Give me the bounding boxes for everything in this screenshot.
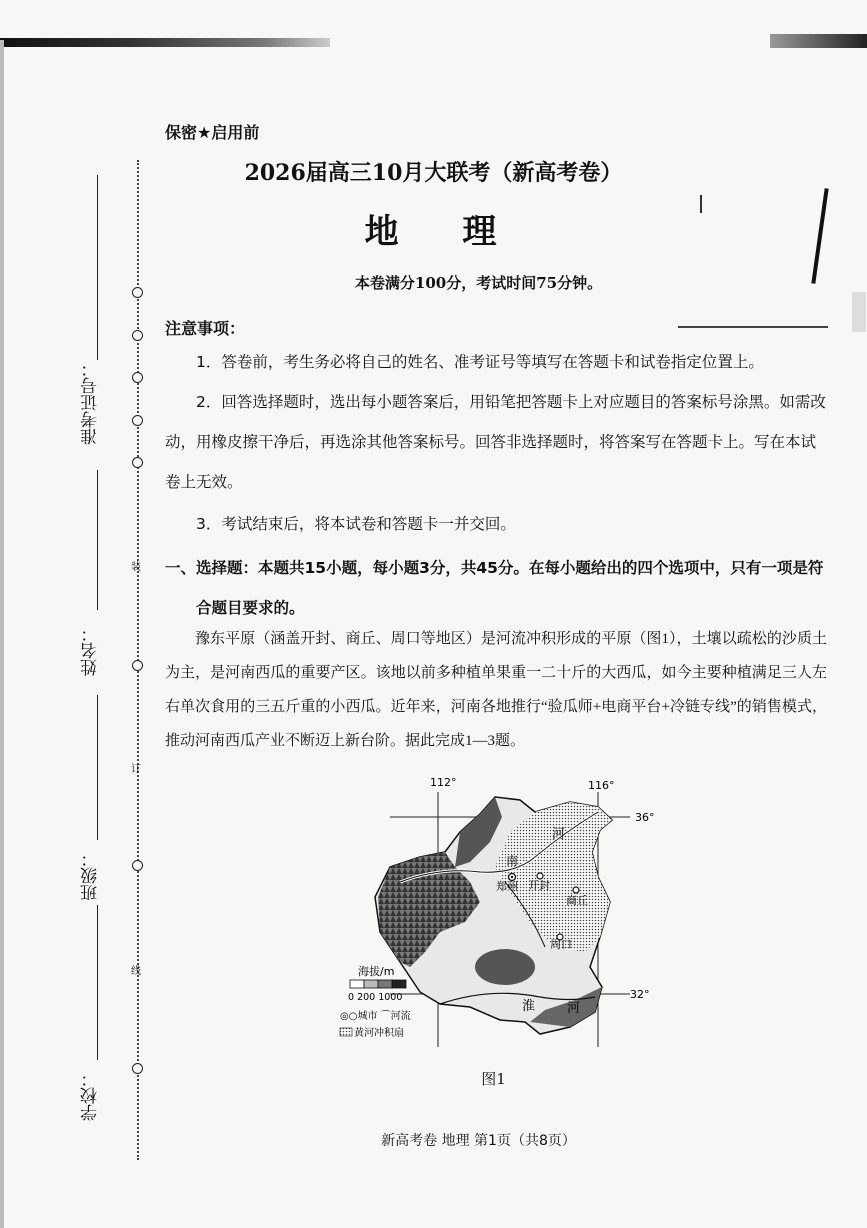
lon-112-label: 112° [430,776,457,789]
map-label-huai: 淮 [522,999,536,1014]
scan-edge-shadow-right [770,34,867,48]
legend-elevation-ticks: 0 200 1000 [348,992,403,1003]
legend-swatch-mid [364,980,378,988]
map-label-zhengzhou: 郑州 [496,880,518,893]
map-legend [340,964,411,1039]
notice-heading: 注意事项： [165,319,246,338]
map-label-nan: 南 [506,854,519,868]
binding-hole [132,457,143,468]
zhengzhou-city-dot [511,876,513,878]
figure-caption: 图1 [481,1070,506,1088]
binding-char-xian: 线 [131,966,141,977]
map-label-he: 河 [552,827,566,842]
southern-hills [475,949,535,985]
notice-item: 2．回答选择题时，选出每小题答案后，用铅笔把答题卡上对应题目的答案标号涂黑。如需改动，用橡皮擦干净后，再选涂其他答案标号。回答非选择题时，将答案写在答题卡上。写在本试卷上无效。 [165,393,826,491]
binding-hole [132,660,143,671]
scan-mark [678,326,828,328]
school-field[interactable] [97,905,98,1060]
legend-swatch-high [378,980,392,988]
legend-fan-swatch [340,1028,352,1036]
map-label-river: 河 [567,1001,581,1016]
section-heading [165,548,830,628]
name-field[interactable] [97,470,98,610]
scan-edge-shadow-left [0,38,330,47]
class-field[interactable] [97,695,98,840]
notice-item: 3．考试结束后，将本试卷和答题卡一并交回。 [196,515,516,533]
binding-hole [132,330,143,341]
name-label: 姓名： [81,625,101,676]
legend-fan-label: 黄河冲积扇 [354,1028,404,1039]
legend-swatch-peak [392,980,406,988]
notice-item: 1．答卷前，考生务必将自己的姓名、准考证号等填写在答题卡和试卷指定位置上。 [196,353,764,371]
lat-32-label: 32° [630,988,650,1001]
page-footer: 新高考卷 地理 第1页（共8页） [381,1133,576,1149]
class-label: 班级： [81,850,101,901]
legend-swatch-low [350,980,364,988]
map-label-shangqiu: 商丘 [566,894,588,907]
binding-hole [132,415,143,426]
school-label: 学校： [81,1070,101,1121]
legend-elevation-title: 海拔/m [358,965,395,978]
subject-title: 地 理 [364,212,523,252]
legend-city-river: ◎○城市 ⌒河流 [340,1011,411,1022]
section-heading-text: 一、选择题：本题共15小题，每小题3分，共45分。在每小题给出的四个选项中，只有一项是符合题目要求的。 [165,559,824,617]
shangqiu-city-icon [573,887,579,893]
lon-116-label: 116° [588,779,615,792]
exam-id-label: 准考证号： [81,360,101,445]
score-info: 本卷满分100分，考试时间75分钟。 [354,274,603,292]
exam-title: 2026届高三10月大联考（新高考卷） [244,160,623,186]
confidential-label: 保密★启用前 [165,123,260,142]
binding-hole [132,860,143,871]
map-label-kaifeng: 开封 [528,879,550,892]
binding-char-ding: 订 [131,764,141,775]
binding-char-zhuang: 装 [131,562,141,573]
lat-36-label: 36° [635,811,655,824]
map-label-zhoukou: 周口 [550,938,572,951]
henan-map [330,772,670,1057]
passage-text: 豫东平原（涵盖开封、商丘、周口等地区）是河流冲积形成的平原（图1），土壤以疏松的沙质土为主，是河南西瓜的重要产区。该地以前多种植单果重一二十斤的大西瓜，如今主要种植满足三人左右单次食用的三五斤重的小西瓜。近年来，河南各地推行“验瓜师+电商平台+冷链专线”的销售模式，推动河南西瓜产业不断迈上新台阶。据此完成1—3题。 [165,631,827,749]
exam-id-field[interactable] [97,175,98,360]
scan-mark [852,292,866,332]
binding-hole [132,372,143,383]
